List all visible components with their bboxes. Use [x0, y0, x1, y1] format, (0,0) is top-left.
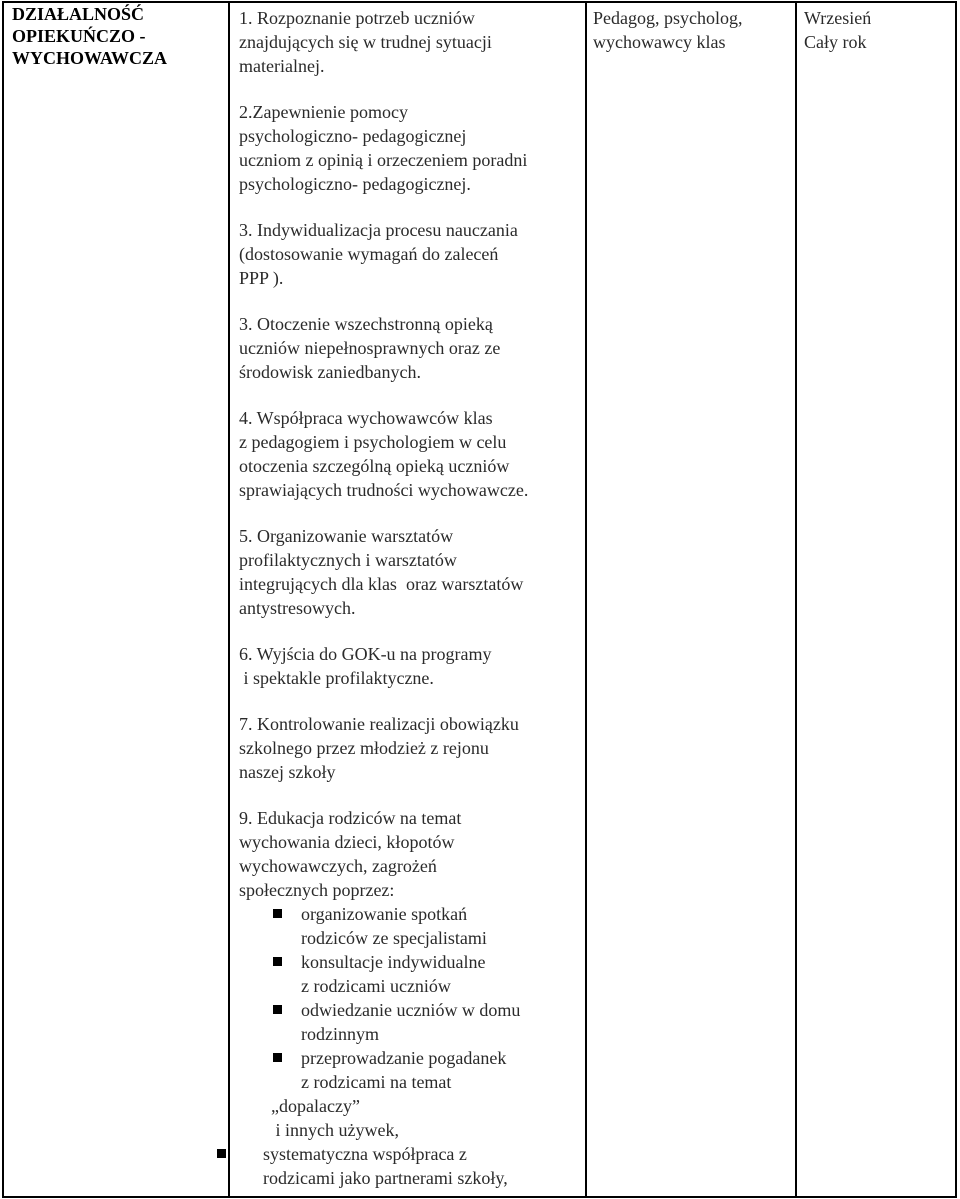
- task-line: psychologiczno- pedagogicznej: [239, 126, 467, 146]
- task-line: środowisk zaniedbanych.: [239, 362, 421, 382]
- bullet-line: odwiedzanie uczniów w domu: [301, 1000, 521, 1020]
- bullet-line: organizowanie spotkań: [301, 904, 468, 924]
- task-line: znajdujących się w trudnej sytuacji: [239, 32, 492, 52]
- task-item: [239, 712, 579, 784]
- bullet-item: [239, 950, 579, 998]
- bullet-line: z rodzicami uczniów: [301, 976, 451, 996]
- category-line: DZIAŁALNOŚĆ: [12, 4, 145, 24]
- task-line: wychowawczych, zagrożeń: [239, 856, 437, 876]
- task-item: [239, 642, 579, 690]
- task-line: wychowania dzieci, kłopotów: [239, 832, 455, 852]
- responsible-line: Pedagog, psycholog,: [593, 8, 743, 28]
- task-item: [239, 100, 579, 196]
- bullet-line: konsultacje indywidualne: [301, 952, 486, 972]
- task-line: 4. Współpraca wychowawców klas: [239, 408, 493, 428]
- square-bullet-icon: [273, 1005, 282, 1014]
- task-line: 1. Rozpoznanie potrzeb uczniów: [239, 8, 475, 28]
- task-line: społecznych poprzez:: [239, 880, 395, 900]
- bullet-item: [239, 998, 579, 1046]
- task-line: 3. Otoczenie wszechstronną opieką: [239, 314, 493, 334]
- task-line: 5. Organizowanie warsztatów: [239, 526, 454, 546]
- square-bullet-icon: [217, 1149, 226, 1158]
- task-line: szkolnego przez młodzież z rejonu: [239, 738, 489, 758]
- task-item: [239, 524, 579, 620]
- task-line: 2.Zapewnienie pomocy: [239, 102, 408, 122]
- bullet-item: [239, 1046, 579, 1142]
- task-line: uczniom z opinią i orzeczeniem poradni: [239, 150, 528, 170]
- column-divider: [228, 3, 230, 1196]
- timing-cell: [804, 6, 954, 54]
- task-item: [239, 312, 579, 384]
- task-line: profilaktycznych i warsztatów: [239, 550, 457, 570]
- column-divider: [795, 3, 797, 1196]
- bullet-line: rodziców ze specjalistami: [301, 928, 487, 948]
- task-line: integrujących dla klas oraz warsztatów: [239, 574, 524, 594]
- task-line: materialnej.: [239, 56, 325, 76]
- task-line: sprawiających trudności wychowawcze.: [239, 480, 529, 500]
- task-item: [239, 806, 579, 1190]
- task-item: [239, 406, 579, 502]
- task-line: i spektakle profilaktyczne.: [239, 668, 434, 688]
- column-divider: [585, 3, 587, 1196]
- category-line: WYCHOWAWCZA: [12, 48, 168, 68]
- task-line: psychologiczno- pedagogicznej.: [239, 174, 471, 194]
- responsible-line: wychowawcy klas: [593, 32, 726, 52]
- task-item: [239, 218, 579, 290]
- square-bullet-icon: [273, 1053, 282, 1062]
- task-line: naszej szkoły: [239, 762, 336, 782]
- task-line: z pedagogiem i psychologiem w celu: [239, 432, 507, 452]
- bullet-line: rodzicami jako partnerami szkoły,: [263, 1168, 508, 1188]
- task-line: (dostosowanie wymagań do zaleceń: [239, 244, 499, 264]
- timing-line: Cały rok: [804, 32, 867, 52]
- task-line: PPP ).: [239, 268, 284, 288]
- task-line: uczniów niepełnosprawnych oraz ze: [239, 338, 501, 358]
- bullet-list: [239, 902, 579, 1190]
- category-cell: [12, 3, 217, 69]
- square-bullet-icon: [273, 909, 282, 918]
- category-line: OPIEKUŃCZO -: [12, 26, 146, 46]
- task-line: 6. Wyjścia do GOK-u na programy: [239, 644, 492, 664]
- bullet-line: rodzinnym: [301, 1024, 379, 1044]
- bullet-item: [239, 902, 579, 950]
- task-line: otoczenia szczególną opieką uczniów: [239, 456, 510, 476]
- task-line: 3. Indywidualizacja procesu nauczania: [239, 220, 518, 240]
- timing-line: Wrzesień: [804, 8, 872, 28]
- bullet-line: z rodzicami na temat: [301, 1072, 452, 1092]
- bullet-line: „dopalaczy”: [271, 1096, 360, 1116]
- responsible-cell: [593, 6, 788, 54]
- tasks-cell: [239, 6, 579, 1190]
- bullet-line: i innych używek,: [271, 1120, 399, 1140]
- task-line: 7. Kontrolowanie realizacji obowiązku: [239, 714, 519, 734]
- task-line: antystresowych.: [239, 598, 356, 618]
- bullet-line: przeprowadzanie pogadanek: [301, 1048, 507, 1068]
- bullet-line: systematyczna współpraca z: [263, 1144, 467, 1164]
- task-line: 9. Edukacja rodziców na temat: [239, 808, 462, 828]
- bullet-item: [220, 1142, 579, 1190]
- task-item: [239, 6, 579, 78]
- square-bullet-icon: [273, 957, 282, 966]
